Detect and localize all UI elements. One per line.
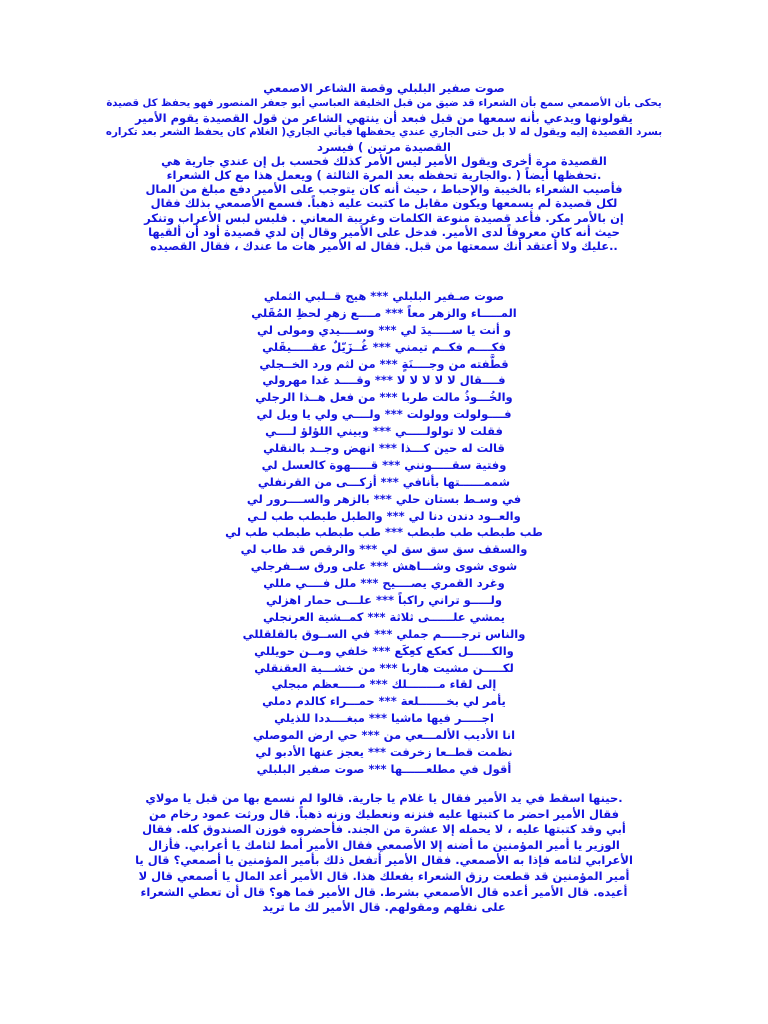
intro-line: حيث أنه كان معروفاً لدى الأمير. فدخل على الأمير وقال إن لدي قصيدة أود أن ألقيها [148,224,620,239]
poem-verse: المـــــاء والزهر معاً *** مــــع زهرِ لحظِ المُقَلي [251,305,517,320]
closing-line: على نقلهم ومقولهم. قال الأمير لك ما تريد [262,900,506,915]
intro-line: يحكى بأن الأصمعي سمع بأن الشعراء قد ضيق من قبل الخليفة العباسي أبو جعفر المنصور فهو يحفظ كل قصيدة [106,98,662,109]
closing-line: فقال الأمير احضر ما كتبتها عليه فنزنه ونعطيك وزنه ذهباً. قال ورثت عمود رخام من [148,806,620,821]
intro-line: يقولونها ويدعي بأنه سمعها من قبل فبعد أن ينتهي الشاعر من قول القصيدة يقوم الأمير [135,111,633,126]
intro-line: القصيدة مرتين ) فيسرد [317,139,451,154]
poem-verse: و أنت يا ســـــيدَ لي *** وســــيدي ومولى لي [257,322,511,337]
poem-verse: فكــــم فكــم تيمني *** غُــزَيّلٌ عقـــــيقَلي [262,339,506,354]
closing-line: أبي وقد كتبتها عليه ، لا يحمله إلا عشرة من الجند. فأحضروه فوزن الصندوق كله. فقال [142,822,626,837]
poem-verse: صوت صـفير البلبلي *** هيج قــلبي الثملي [263,289,505,303]
poem-verse: نظمت قطــعا زخرفت *** يعجز عنها الأدبو لي [255,745,513,760]
closing-line: أعيده. قال الأمير أعده قال الأصمعي بشرط. قال الأمير فما هو؟ قال أن تعطي الشعراء [140,884,628,899]
closing-line: الوزير يا أمير المؤمنين ما أضنه إلا الأصمعي فقال الأمير أمط لثامك يا أعرابي. فأزال [148,837,620,852]
poem-verse: قالت له حين كـــذا *** انهض وجــد بالنقلي [263,441,505,456]
poem-verse: فقلت لا تولولـــــي *** وبيني اللؤلؤ لــــي [265,424,503,439]
poem-verse: وغرد القمري يصــــيح *** ملل فــــي مللي [263,576,505,591]
intro-line: لكل قصيدة لم يسمعها ويكون مقابل ما كتبت عليه ذهباً. فسمع الأصمعي بذلك فقال [150,196,618,211]
poem-verse: انا الأديب الألمـــعي من *** حي ارض الموصلي [252,728,516,743]
intro-paragraph [100,97,668,253]
intro-line: إن بالأمر مكر. فأعد قصيدة منوعة الكلمات وغريبة المعاني . فلبس لبس الأعراب وتنكر [144,210,624,225]
intro-line: .تحفظها أيضاً ( .والجارية تحفظه بعد المرة الثالثة ) ويعمل هذا مع كل الشعراء [166,167,602,182]
intro-line: القصيدة مرة أخرى ويقول الأمير ليس الأمر كذلك فحسب بل إن عندي جارية هي [161,153,607,168]
poem-verse: يمشي علــــــى ثلاثة *** كمــشية العرنجلي [262,609,505,624]
intro-line: ..عليك ولا أعتقد أنك سمعتها من قبل. فقال له الأمير هات ما عندك ، فقال القصيده [150,238,618,253]
closing-line: .حينها اسقط في يد الأمير فقال يا غلام يا جارية. قالوا لم نسمع بها من قبل يا مولاي [145,791,623,805]
intro-line: فأصيب الشعراء بالخيبة والإحباط ، حيث أنه كان يتوجب على الأمير دفع مبلغ من المال [145,182,623,197]
poem-verse: اجـــــر فيها ماشيا *** مبغــــددا للذيلي [274,711,494,726]
poem-verse: والكــــــل كعكع كعِكَع *** خلفي ومــن حويللي [254,643,514,658]
poem-verse: شممــــــتها بأنافي *** أزكـــى من القرنفلي [257,474,511,489]
poem-verse: في وسـط بستان حلي *** بالزهر والســــرور لي [246,491,522,506]
poem-verse: ولـــــو تراني راكباً *** علـــى حمار اهزلي [266,593,502,608]
poem-verse: والسقف سق سق سق لي *** والرقص قد طاب لي [240,542,528,557]
closing-paragraph [100,791,668,916]
poem-verse: أقول في مطلعــــــها *** صوت صفير البلبلي [256,761,512,776]
poem-verse: والخُـــوذُ مالت طربا *** من فعل هــذا الرجلي [255,390,513,405]
poem-verse: لكـــــن مشيت هاربا *** من خشـــية العقنقلي [254,660,514,675]
poem-verse: يأمر لي بخـــــــلعة *** حمـــراء كالدم دملي [262,694,506,709]
document-title: صوت صفير البلبلي وقصة الشاعر الاصمعي [263,81,505,95]
poem-verse: شوى شوى وشـــاهش *** على ورق ســفرجلي [250,559,518,574]
poem-verse: إلى لقاء مــــــــلك *** مـــــعظم مبجلي [271,677,497,692]
closing-line: الأعرابي لثامه فإذا به الأصمعي. فقال الأمير أتفعل ذلك بأمير المؤمنين يا أصمعي؟ قال يا [135,853,633,868]
poem-block [160,288,608,778]
poem-verse: قطَّفته من وجــــنَةٍ *** من لثم ورد الخــجلي [259,356,509,371]
poem-verse: وفتية سقـــــونني *** قـــــهوة كالعسل لي [261,457,507,472]
poem-verse: فــــولولت وولولت *** ولــــي ولي يا ويل لي [256,407,512,422]
poem-verse: والعــود دندن دنا لي *** والطبل طبطب طب لـي [247,508,521,523]
poem-verse: والناس ترجـــــم جملي *** في الســوق بالقلقللي [242,626,526,641]
poem-verse: طب طبطب طب طبطب *** طب طبطب طبطب طب لي [225,525,543,540]
closing-line: أمير المؤمنين قد قطعت رزق الشعراء بفعلك هذا. قال الأمير أعد المال يا أصمعي قال لا [138,868,630,883]
poem-verse: فــــقال لا لا لا لا لا *** وقــــد غدا مهرولي [262,373,506,388]
intro-line: بسرد القصيدة إليه ويقول له لا بل حتى الجاري عندي يحفظها فيأتي الجاري( الغلام كان يحفظ الشعر بعد تكراره [105,126,663,139]
